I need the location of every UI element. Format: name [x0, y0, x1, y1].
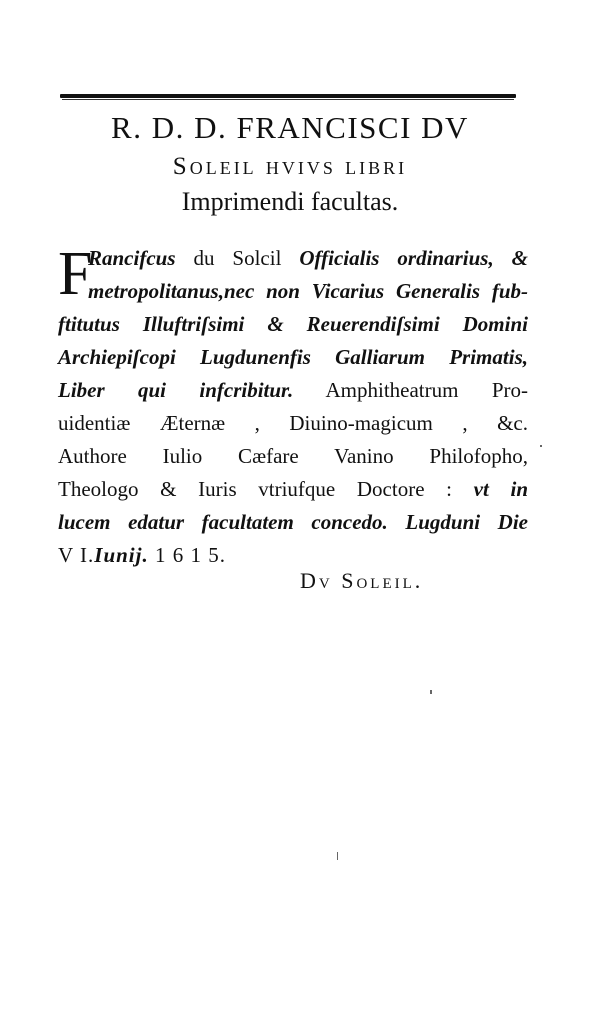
top-rule — [60, 94, 516, 98]
paper-speck — [430, 690, 432, 694]
text-line-5-roman: Amphitheatrum Pro- — [293, 378, 528, 402]
text-line-1-roman: du Solcil — [175, 246, 300, 270]
text-line-9: lucem edatur facultatem concedo. Lugduni Die — [58, 510, 528, 534]
text-line-8-italic: vt in — [473, 477, 528, 501]
top-rule-thin — [62, 99, 514, 100]
date-day: V I. — [58, 543, 95, 567]
text-line-2: metropolitanus,nec non Vicarius Generalis fub- — [88, 279, 528, 303]
date-month: Iunij. — [94, 543, 149, 567]
text-line-8-roman: Theologo & Iuris vtriufque Doctore : — [58, 477, 474, 501]
date-year: 1 6 1 5. — [148, 543, 226, 567]
text-line-8 — [58, 473, 528, 506]
text-line-7: Authore Iulio Cæfare Vanino Philofopho, — [58, 444, 528, 468]
heading-line-3: Imprimendi facultas. — [181, 187, 399, 216]
heading-line-1: R. D. D. FRANCISCI DV — [111, 110, 469, 145]
text-line-4: Archiepiſcopi Lugdunenfis Galliarum Primatis, — [58, 345, 528, 369]
heading-line-2: Soleil hvivs libri — [172, 153, 408, 180]
signature: Dv Soleil. — [300, 568, 424, 593]
paper-speck — [337, 852, 338, 860]
text-line-1-italic-2: Officialis ordinarius, & — [299, 246, 529, 270]
text-line-6: uidentiæ Æternæ , Diuino-magicum , &c. — [58, 411, 528, 435]
text-line-10 — [58, 539, 528, 572]
text-line-1 — [58, 242, 528, 275]
text-line-1-italic: Rancifcus — [88, 246, 176, 270]
text-line-5-italic: Liber qui infcribitur. — [58, 378, 294, 402]
paper-speck — [540, 445, 542, 447]
body-paragraph — [58, 242, 528, 572]
text-line-5 — [58, 374, 528, 407]
drop-cap: F — [58, 240, 93, 308]
text-line-3: ftitutus Illuftriſsimi & Reuerendiſsimi Domini — [58, 312, 528, 336]
